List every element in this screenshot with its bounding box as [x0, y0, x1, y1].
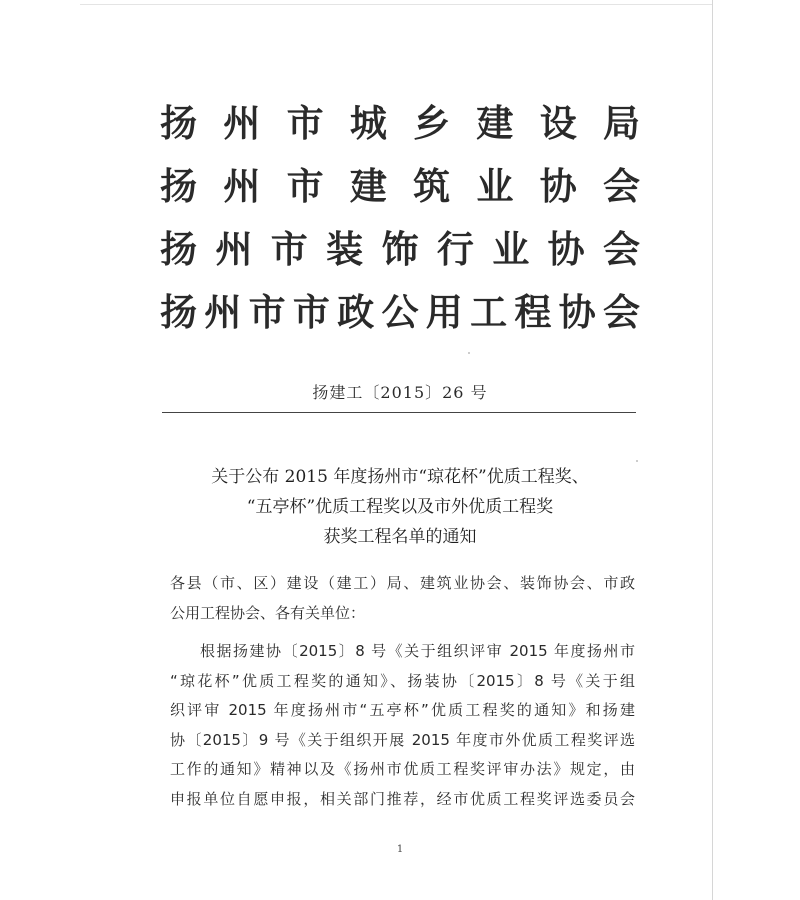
- issuer-name: 扬州市城乡建设局: [160, 102, 640, 145]
- paragraph-line: 协〔2015〕9 号《关于组织开展 2015 年度市外优质工程奖评选: [170, 730, 635, 749]
- title-line: 获奖工程名单的通知: [323, 527, 477, 547]
- notice-title: [0, 462, 800, 552]
- title-line: 关于公布 2015 年度扬州市“琼花杯”优质工程奖、: [211, 467, 589, 487]
- issuer-name: 扬州市建筑业协会: [160, 165, 640, 208]
- scan-edge-right: [712, 0, 713, 900]
- page-number: 1: [396, 844, 404, 855]
- paragraph-line: 工作的通知》精神以及《扬州市优质工程奖评审办法》规定，由: [170, 760, 635, 778]
- scan-speck: [468, 352, 470, 354]
- body-paragraph: [170, 637, 635, 814]
- paragraph-line: 申报单位自愿申报，相关部门推荐，经市优质工程奖评选委员会: [170, 789, 635, 808]
- scan-speck: [636, 460, 638, 462]
- paragraph-line: 织评审 2015 年度扬州市“五亭杯”优质工程奖的通知》和扬建: [170, 701, 635, 719]
- paragraph-line: 根据扬建协〔2015〕8 号《关于组织评审 2015 年度扬州市: [200, 642, 635, 660]
- issuer-header: [160, 92, 640, 344]
- title-line: “五亭杯”优质工程奖以及市外优质工程奖: [246, 497, 554, 517]
- salutation-line: 公用工程协会、各有关单位：: [170, 604, 366, 622]
- salutation-line: 各县（市、区）建设（建工）局、建筑业协会、装饰协会、市政: [170, 574, 635, 592]
- scan-edge-top: [80, 4, 712, 5]
- issuer-name: 扬州市装饰行业协会: [160, 228, 640, 271]
- paragraph-line: “琼花杯”优质工程奖的通知》、扬装协〔2015〕8 号《关于组: [170, 671, 635, 690]
- salutation: [170, 568, 635, 628]
- document-number: 扬建工〔2015〕26 号: [312, 383, 488, 402]
- header-divider: [162, 412, 636, 413]
- issuer-name: 扬州市市政公用工程协会: [160, 291, 640, 334]
